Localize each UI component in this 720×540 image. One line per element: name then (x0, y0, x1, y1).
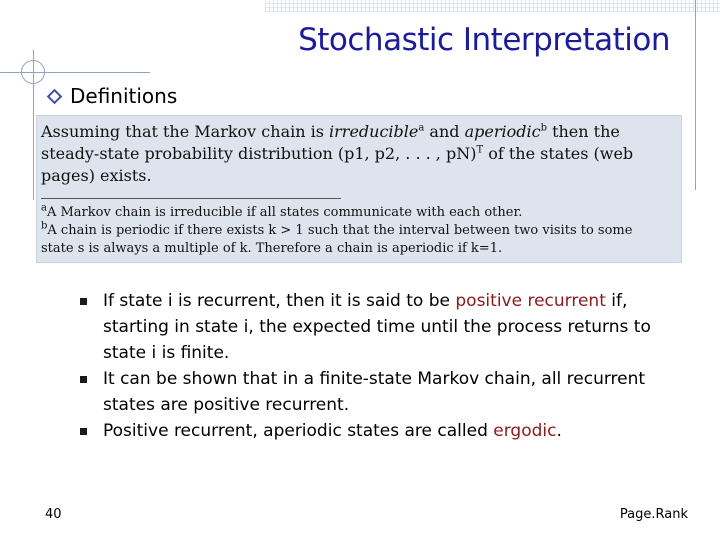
diamond-bullet-icon (46, 88, 62, 104)
footnote-b-continued: state s is always a multiple of k. Therefore a chain is aperiodic if k=1. (41, 241, 503, 256)
definition-line-2: steady-state probability distribution (p1, p2, . . . , pN)$^T$ of the states (web (41, 144, 634, 163)
definition-box (36, 115, 682, 263)
square-bullet-icon (80, 428, 87, 435)
decorative-grid-band (265, 0, 720, 12)
term-irreducible: irreducible (329, 122, 419, 141)
bullet-item: If state i is recurrent, then it is said to be positive recurrent if, starting in state i, the expected time until the process returns to state i is finite. (80, 288, 680, 366)
slide-title: Stochastic Interpretation (298, 22, 670, 58)
square-bullet-icon (80, 298, 87, 305)
footnote-b: $^b$A chain is periodic if there exists k > 1 such that the interval between two visits to some (41, 220, 633, 238)
distribution-vector: (p1, p2, . . . , pN) (337, 144, 477, 163)
page-number: 40 (45, 507, 62, 522)
term-positive-recurrent: positive recurrent (455, 291, 606, 311)
section-heading: Definitions (70, 84, 178, 108)
bullet-item: It can be shown that in a finite-state Markov chain, all recurrent states are positive recurrent. (80, 366, 680, 418)
footer-label: Page.Rank (619, 507, 688, 522)
square-bullet-icon (80, 376, 87, 383)
term-ergodic: ergodic (493, 421, 557, 441)
footnote-divider (41, 198, 341, 199)
definition-text (41, 121, 681, 187)
footnote-a: $^a$A Markov chain is irreducible if all states communicate with each other. (41, 202, 523, 220)
section-heading-row (48, 84, 177, 108)
term-aperiodic: aperiodic (464, 122, 541, 141)
bullet-item: Positive recurrent, aperiodic states are called ergodic. (80, 418, 680, 444)
definition-line-3: pages) exists. (41, 166, 152, 185)
decorative-circle (21, 60, 45, 84)
bullet-list (80, 288, 680, 444)
decorative-line-right (695, 0, 696, 190)
definition-line-1: Assuming that the Markov chain is irreducible$^a$ and aperiodic$^b$ then the (41, 122, 620, 141)
